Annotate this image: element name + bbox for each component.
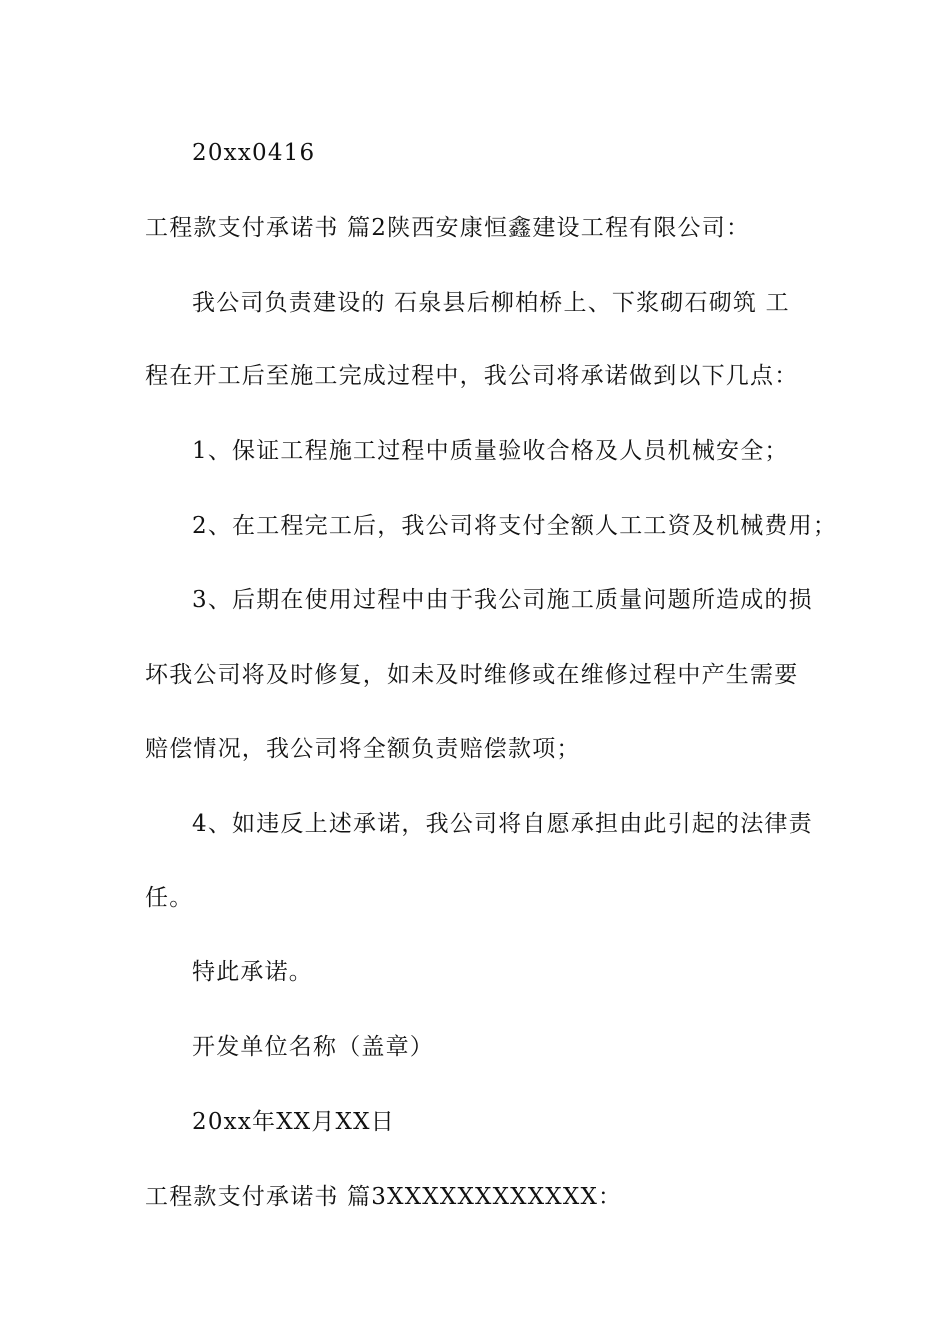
commitment-item-3: 3、后期在使用过程中由于我公司施工质量问题所造成的损 [192,587,813,613]
signature-unit-name: 开发单位名称（盖章） [192,1034,434,1060]
commitment-item-2: 2、在工程完工后，我公司将支付全额人工工资及机械费用； [192,513,838,539]
section-heading-3: 工程款支付承诺书 篇3XXXXXXXXXXXX： [145,1184,623,1210]
signature-date: 20xx年XX月XX日 [192,1109,395,1135]
commitment-item-4: 4、如违反上述承诺，我公司将自愿承担由此引起的法律责 [192,811,813,837]
paragraph-line: 坏我公司将及时修复，如未及时维修或在维修过程中产生需要 [145,662,799,688]
closing-statement: 特此承诺。 [192,959,313,985]
section-heading-2: 工程款支付承诺书 篇2陕西安康恒鑫建设工程有限公司： [145,215,751,241]
paragraph-line: 程在开工后至施工完成过程中，我公司将承诺做到以下几点： [145,363,799,389]
paragraph-line: 任。 [145,885,194,911]
paragraph-line: 我公司负责建设的 石泉县后柳柏桥上、下浆砌石砌筑 工 [192,290,790,316]
paragraph-line: 赔偿情况，我公司将全额负责赔偿款项； [145,736,581,762]
date-line: 20xx0416 [192,140,316,166]
commitment-item-1: 1、保证工程施工过程中质量验收合格及人员机械安全； [192,438,789,464]
